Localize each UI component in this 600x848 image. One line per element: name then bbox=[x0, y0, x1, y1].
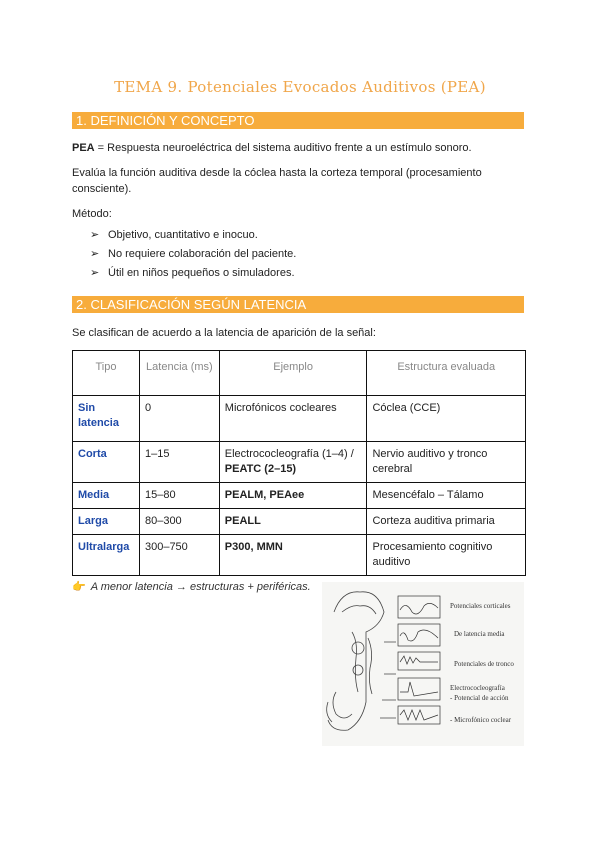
cell-estructura: Nervio auditivo y tronco cerebral bbox=[367, 442, 526, 483]
cell-estructura: Cóclea (CCE) bbox=[367, 396, 526, 442]
table-row bbox=[73, 396, 526, 442]
section-heading-clasificacion: 2. CLASIFICACIÓN SEGÚN LATENCIA bbox=[72, 296, 524, 313]
arrow-bullet-icon: ➢ bbox=[90, 248, 100, 260]
method-label: Método: bbox=[72, 208, 112, 220]
evaluation-paragraph: Evalúa la función auditiva desde la cóclea hasta la corteza temporal (procesamiento consciente). bbox=[72, 167, 482, 195]
classification-intro: Se clasifican de acuerdo a la latencia de aparición de la señal: bbox=[72, 327, 376, 339]
list-item: ➢ No requiere colaboración del paciente. bbox=[90, 248, 297, 260]
cell-latencia: 0 bbox=[139, 396, 219, 442]
cell-latencia: 300–750 bbox=[139, 535, 219, 576]
header-estructura: Estructura evaluada bbox=[367, 351, 526, 396]
auditory-pathway-diagram bbox=[322, 582, 524, 746]
header-ejemplo: Ejemplo bbox=[219, 351, 367, 396]
header-latencia: Latencia (ms) bbox=[139, 351, 219, 396]
figure-label: Potenciales de tronco bbox=[454, 660, 514, 668]
cell-estructura: Mesencéfalo – Tálamo bbox=[367, 483, 526, 509]
figure-label: De latencia media bbox=[454, 630, 505, 638]
cell-tipo: Corta bbox=[73, 442, 140, 483]
cell-ejemplo: PEALM, PEAee bbox=[219, 483, 367, 509]
arrow-bullet-icon: ➢ bbox=[90, 229, 100, 241]
header-tipo: Tipo bbox=[73, 351, 140, 396]
table-header-row bbox=[73, 351, 526, 396]
cell-latencia: 15–80 bbox=[139, 483, 219, 509]
table-row bbox=[73, 483, 526, 509]
cell-estructura: Procesamiento cognitivo auditivo bbox=[367, 535, 526, 576]
definition-term: PEA bbox=[72, 142, 95, 154]
arrow-bullet-icon: ➢ bbox=[90, 267, 100, 279]
page-title: TEMA 9. Potenciales Evocados Auditivos (PEA) bbox=[114, 78, 486, 96]
cell-tipo: Ultralarga bbox=[73, 535, 140, 576]
table-row bbox=[73, 442, 526, 483]
auditory-pathway-figure bbox=[322, 582, 524, 746]
cell-ejemplo: Microfónicos cocleares bbox=[219, 396, 367, 442]
figure-label: - Potencial de acción bbox=[450, 694, 509, 702]
cell-tipo: Media bbox=[73, 483, 140, 509]
cell-latencia: 80–300 bbox=[139, 509, 219, 535]
pointing-hand-icon: 👉 bbox=[72, 581, 86, 593]
table-row bbox=[73, 535, 526, 576]
cell-ejemplo: Electrococleografía (1–4) / PEATC (2–15) bbox=[219, 442, 367, 483]
cell-ejemplo: PEALL bbox=[219, 509, 367, 535]
definition-text: = Respuesta neuroeléctrica del sistema auditivo frente a un estímulo sonoro. bbox=[94, 142, 472, 154]
figure-label: - Microfónico coclear bbox=[450, 716, 512, 724]
latency-note: 👉 A menor latencia → estructuras + periféricas. bbox=[72, 581, 311, 593]
cell-tipo: Larga bbox=[73, 509, 140, 535]
cell-tipo: Sin latencia bbox=[73, 396, 140, 442]
table-row bbox=[73, 509, 526, 535]
section-heading-definicion: 1. DEFINICIÓN Y CONCEPTO bbox=[72, 112, 524, 129]
cell-estructura: Corteza auditiva primaria bbox=[367, 509, 526, 535]
list-item: ➢ Objetivo, cuantitativo e inocuo. bbox=[90, 229, 258, 241]
list-item: ➢ Útil en niños pequeños o simuladores. bbox=[90, 267, 295, 279]
cell-latencia: 1–15 bbox=[139, 442, 219, 483]
definition-paragraph bbox=[72, 140, 527, 156]
figure-label: Potenciales corticales bbox=[450, 602, 511, 610]
cell-ejemplo: P300, MMN bbox=[219, 535, 367, 576]
figure-label: Electrococleografía bbox=[450, 684, 505, 692]
latency-table bbox=[72, 350, 526, 576]
